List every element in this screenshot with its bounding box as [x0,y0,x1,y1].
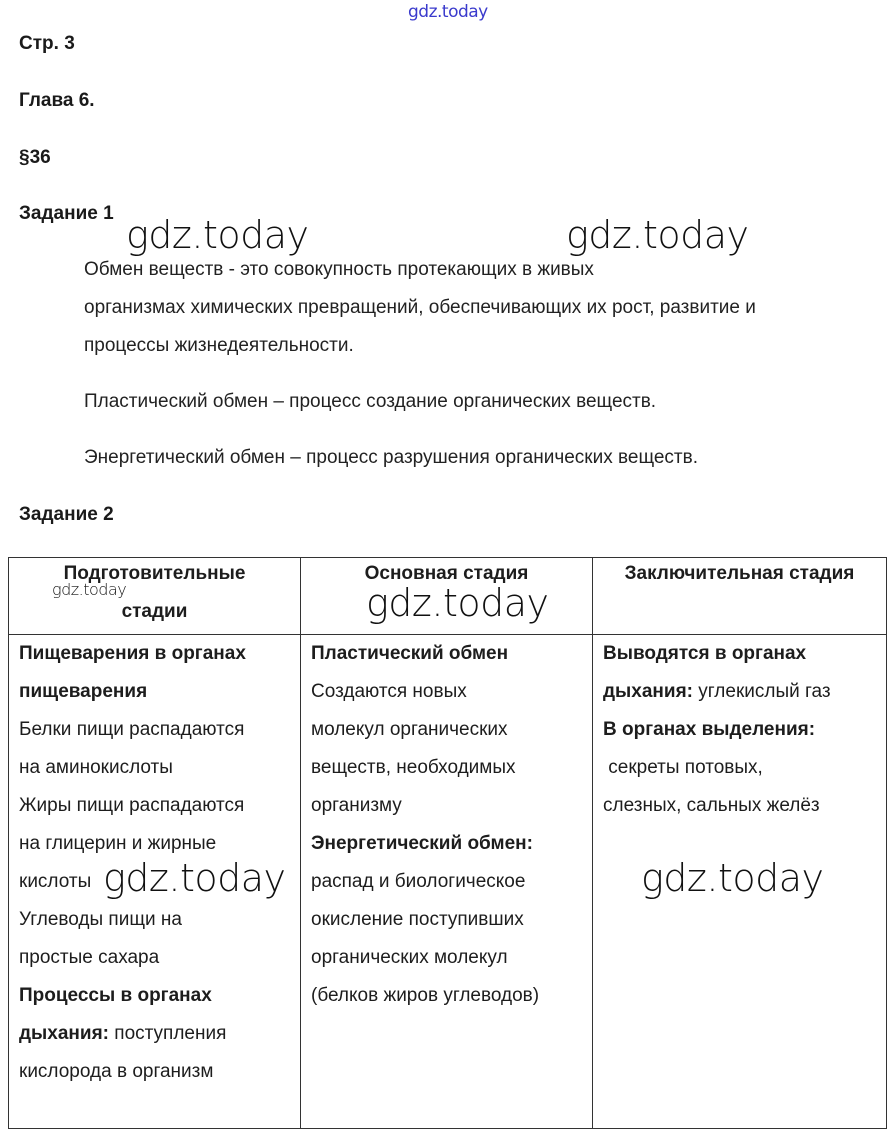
cell-line [19,1015,292,1053]
cell-subheading: В органах выделения: [603,719,816,740]
cell-line: секреты потовых, [603,757,763,778]
cell-line: окисление поступивших [311,909,524,930]
cell-line: Углеводы пищи на [19,909,182,930]
definition-line: процессы жизнедеятельности. [84,335,354,356]
task1-title: Задание 1 [19,203,114,224]
cell-line: Жиры пищи распадаются [19,795,245,816]
section-heading: §36 [19,147,51,168]
cell-text: углекислый газ [693,681,831,702]
plastic-metabolism-definition: Пластический обмен – процесс создание органических веществ. [84,391,657,412]
definition-line: Обмен веществ - это совокупность протекающих в живых [84,259,594,280]
cell-subheading: дыхания: [19,1023,109,1044]
metabolism-stages-table [8,557,887,1129]
cell-line: на глицерин и жирные [19,833,217,854]
cell-subheading: пищеварения [19,681,148,702]
cell-line: простые сахара [19,947,160,968]
cell-line: (белков жиров углеводов) [311,985,540,1006]
watermark: gdz.today [126,213,309,257]
main-stage-cell [301,635,593,1129]
page-number: Стр. 3 [19,33,75,54]
watermark: gdz.today [641,856,824,900]
cell-subheading: дыхания: [603,681,693,702]
energy-metabolism-definition: Энергетический обмен – процесс разрушения органических веществ. [84,447,699,468]
column-header-line: Основная стадия [364,563,529,584]
cell-line: слезных, сальных желёз [603,795,820,816]
cell-line: кислорода в организм [19,1061,214,1082]
cell-line: молекул органических [311,719,508,740]
column-header-line: стадии [121,601,188,622]
watermark: gdz.today [103,856,286,900]
column-header-final [593,558,887,635]
task1-definition [84,251,884,365]
watermark-top: gdz.today [408,2,488,22]
cell-line: органических молекул [311,947,508,968]
watermark: gdz.today [566,213,749,257]
cell-line: на аминокислоты [19,757,173,778]
definition-line: организмах химических превращений, обеспечивающих их рост, развитие и [84,297,756,318]
cell-line [603,673,878,711]
cell-subheading: Пластический обмен [311,643,509,664]
cell-subheading: Пищеварения в органах [19,643,246,664]
cell-line: веществ, необходимых [311,757,516,778]
cell-text: поступления [109,1023,227,1044]
watermark: gdz.today [52,580,127,599]
column-header-line: Подготовительные [63,563,246,584]
cell-line: Создаются новых [311,681,467,702]
cell-line: распад и биологическое [311,871,526,892]
chapter-heading: Глава 6. [19,90,95,111]
cell-subheading: Выводятся в органах [603,643,807,664]
column-header-line: Заключительная стадия [624,563,855,584]
task2-title: Задание 2 [19,504,114,525]
watermark: gdz.today [366,581,549,625]
cell-line: кислоты [19,871,92,892]
cell-line: Белки пищи распадаются [19,719,245,740]
cell-subheading: Процессы в органах [19,985,212,1006]
cell-subheading: Энергетический обмен: [311,833,533,854]
cell-line: организму [311,795,402,816]
